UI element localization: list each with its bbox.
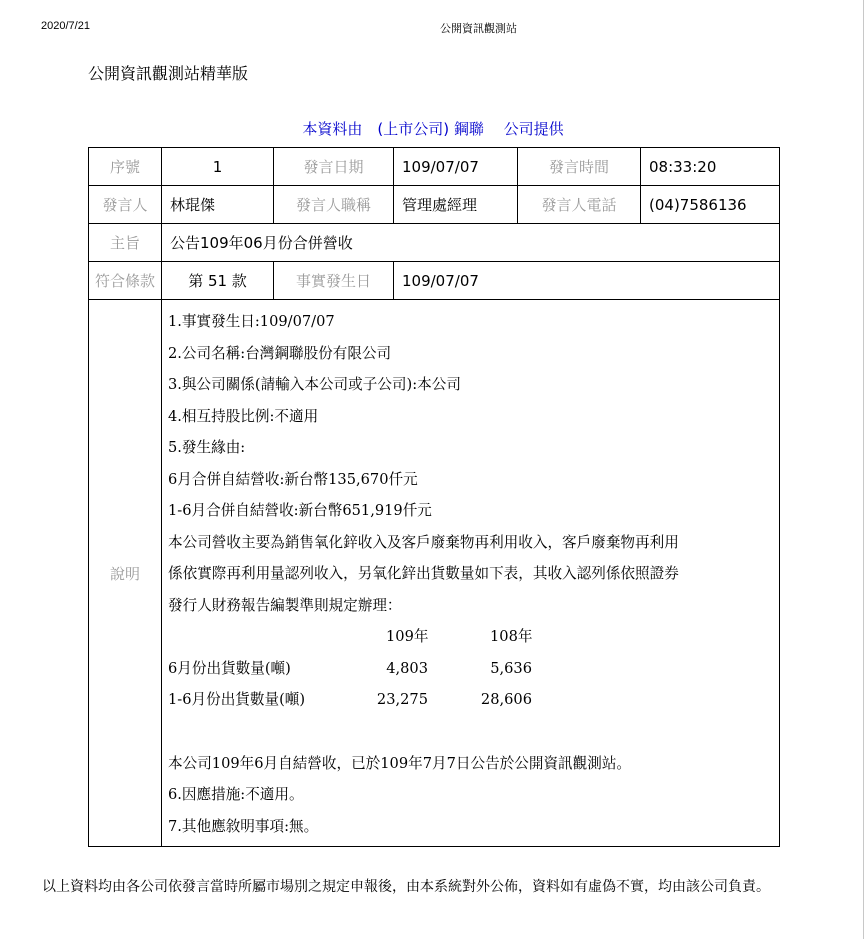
description-line: 3.與公司關係(請輸入本公司或子公司):本公司 xyxy=(168,376,461,393)
description-line: 6.因應措施:不適用。 xyxy=(168,786,304,803)
description-label: 說明 xyxy=(89,300,162,847)
description-line: 6月合併自結營收:新台幣135,670仟元 xyxy=(168,470,418,488)
description-line: 1.事實發生日:109/07/07 xyxy=(168,313,335,330)
print-date: 2020/7/21 xyxy=(41,20,90,32)
event-date-value: 109/07/07 xyxy=(394,262,780,300)
shipment-year-2: 108年 xyxy=(490,628,533,645)
event-date-label: 事實發生日 xyxy=(274,262,394,300)
shipment-year-1: 109年 xyxy=(386,628,429,645)
shipment-row xyxy=(168,653,775,685)
seq-value: 1 xyxy=(162,148,274,186)
description-lines xyxy=(168,306,775,621)
subject-label: 主旨 xyxy=(89,224,162,262)
speaker-label: 發言人 xyxy=(89,186,162,224)
description-line: 4.相互持股比例:不適用 xyxy=(168,407,319,425)
print-header-title: 公開資訊觀測站 xyxy=(440,22,517,35)
time-value: 08:33:20 xyxy=(641,148,780,186)
row-clause xyxy=(89,262,780,300)
site-title: 公開資訊觀測站精華版 xyxy=(88,64,249,83)
clause-value: 第 51 款 xyxy=(162,262,274,300)
shipment-value-108: 28,606 xyxy=(480,691,532,708)
speaker-title-label: 發言人職稱 xyxy=(274,186,394,224)
date-label: 發言日期 xyxy=(274,148,394,186)
seq-label: 序號 xyxy=(89,148,162,186)
description-line: 本公司109年6月自結營收，已於109年7月7日公告於公開資訊觀測站。 xyxy=(168,754,632,772)
shipment-row xyxy=(168,684,775,716)
row-description xyxy=(89,300,780,847)
shipment-row-label: 6月份出貨數量(噸) xyxy=(168,659,291,677)
announcement-table xyxy=(88,147,780,847)
disclaimer-footer: 以上資料均由各公司依發言當時所屬市場別之規定申報後，由本系統對外公佈，資料如有虛偽不實，均由該公司負責。 xyxy=(42,879,770,895)
shipment-value-108: 5,636 xyxy=(490,659,532,677)
subject-value: 公告109年06月份合併營收 xyxy=(162,224,780,262)
row-speaker xyxy=(89,186,780,224)
shipment-value-109: 23,275 xyxy=(376,691,428,708)
date-value: 109/07/07 xyxy=(394,148,518,186)
description-content xyxy=(162,300,780,847)
description-line: 1-6月合併自結營收:新台幣651,919仟元 xyxy=(168,502,432,519)
description-line: 7.其他應敘明事項:無。 xyxy=(168,817,319,835)
shipment-row-label: 1-6月份出貨數量(噸) xyxy=(168,691,306,708)
shipment-table-header xyxy=(168,621,775,653)
phone-value: (04)7586136 xyxy=(641,186,780,224)
time-label: 發言時間 xyxy=(518,148,641,186)
row-subject xyxy=(89,224,780,262)
phone-label: 發言人電話 xyxy=(518,186,641,224)
row-seq xyxy=(89,148,780,186)
description-line: 發行人財務報告編製準則規定辦理： xyxy=(168,596,402,614)
shipment-table-rows xyxy=(168,653,775,716)
speaker-value: 林琨傑 xyxy=(162,186,274,224)
description-after-lines xyxy=(168,748,775,843)
description-line: 2.公司名稱:台灣鋼聯股份有限公司 xyxy=(168,344,392,362)
clause-label: 符合條款 xyxy=(89,262,162,300)
shipment-value-109: 4,803 xyxy=(386,659,428,677)
speaker-title-value: 管理處經理 xyxy=(394,186,518,224)
blank-line xyxy=(168,716,775,748)
description-line: 5.發生緣由: xyxy=(168,439,246,456)
description-line: 係依實際再利用量認列收入，另氧化鋅出貨數量如下表，其收入認列係依照證券 xyxy=(168,565,679,582)
description-line: 本公司營收主要為銷售氧化鋅收入及客戶廢棄物再利用收入，客戶廢棄物再利用 xyxy=(168,533,679,551)
provider-line: 本資料由 (上市公司) 鋼聯 公司提供 xyxy=(302,120,564,138)
